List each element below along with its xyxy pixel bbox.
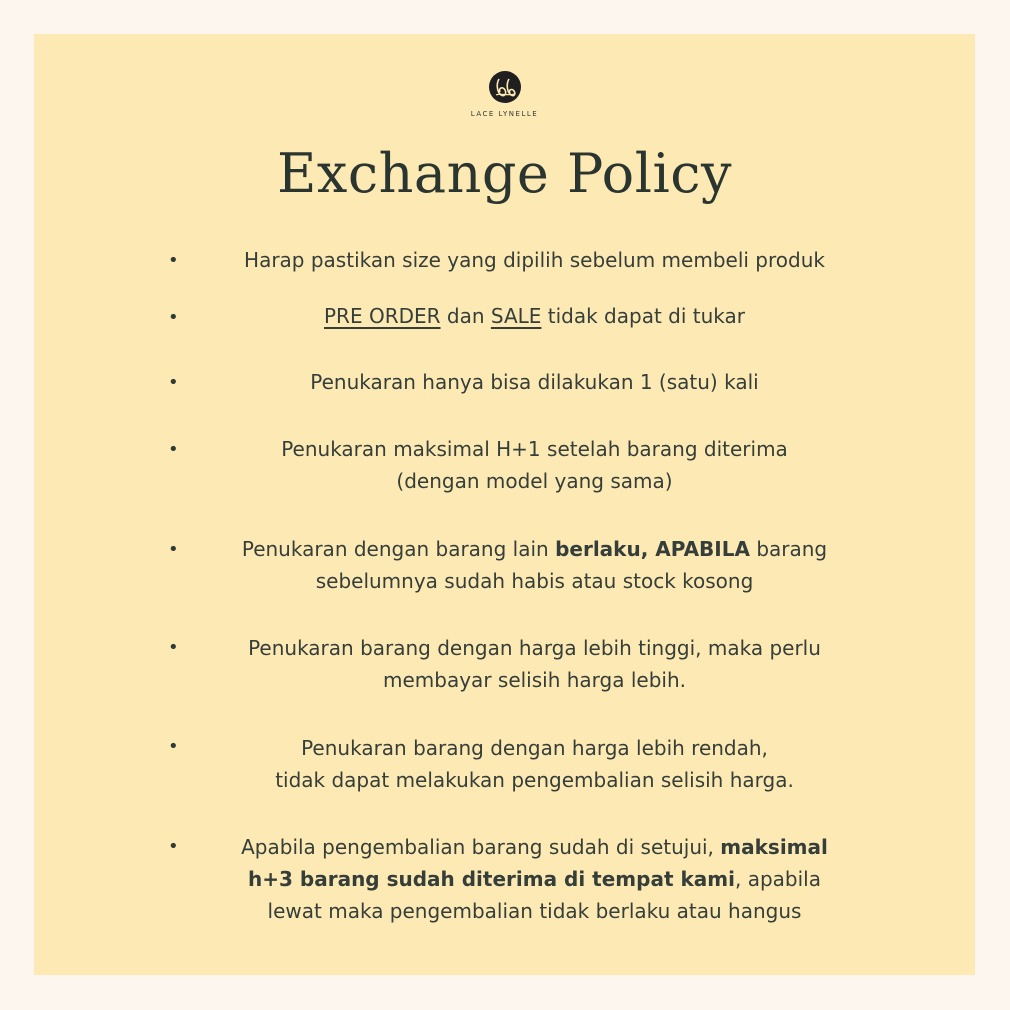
- policy-card: [34, 34, 975, 975]
- sale-text: SALE: [490, 304, 542, 328]
- item-text-bold: h+3 barang sudah diterima di tempat kami: [248, 867, 735, 891]
- policy-item-6: [192, 632, 877, 696]
- bullet-icon: •: [168, 250, 179, 271]
- item-text: membayar selisih harga lebih.: [383, 668, 686, 692]
- bullet-icon: •: [168, 307, 179, 328]
- policy-item-7: [192, 732, 877, 796]
- item-text: Apabila pengembalian barang sudah di setujui,: [241, 835, 721, 859]
- policy-item-4: [192, 433, 877, 497]
- item-text: Penukaran maksimal H+1 setelah barang diterima: [281, 437, 788, 461]
- bullet-icon: •: [168, 736, 179, 757]
- item-text: lewat maka pengembalian tidak berlaku atau hangus: [267, 899, 802, 923]
- policy-item-3: [192, 366, 877, 398]
- item-text: dan: [440, 304, 491, 328]
- item-text: , apabila: [734, 867, 821, 891]
- bullet-icon: •: [168, 836, 179, 857]
- item-text: Penukaran dengan barang lain: [241, 537, 556, 561]
- item-text-bold: berlaku, APABILA: [555, 537, 750, 561]
- brand-name: LACE LYNELLE: [470, 110, 539, 118]
- item-text: Penukaran barang dengan harga lebih rendah,: [301, 736, 768, 760]
- policy-item-2: [192, 300, 877, 332]
- policy-item-1: [192, 244, 877, 276]
- item-text: Harap pastikan size yang dipilih sebelum membeli produk: [244, 248, 825, 272]
- item-text: (dengan model yang sama): [396, 469, 673, 493]
- bullet-icon: •: [168, 372, 179, 393]
- bullet-icon: •: [168, 637, 179, 658]
- policy-item-8: [192, 831, 877, 927]
- item-text: Penukaran hanya bisa dilakukan 1 (satu) kali: [310, 370, 759, 394]
- page-title: Exchange Policy: [276, 142, 732, 205]
- bullet-icon: •: [168, 539, 179, 560]
- item-text: tidak dapat di tukar: [541, 304, 745, 328]
- monogram-ll-icon: [488, 70, 522, 104]
- item-text-bold: maksimal: [720, 835, 828, 859]
- item-text: Penukaran barang dengan harga lebih tinggi, maka perlu: [248, 636, 821, 660]
- bullet-icon: •: [168, 439, 179, 460]
- pre-order-text: PRE ORDER: [324, 304, 441, 328]
- item-text: barang: [749, 537, 828, 561]
- brand-logo: [460, 70, 550, 118]
- item-text: tidak dapat melakukan pengembalian selisih harga.: [275, 768, 794, 792]
- policy-item-5: [192, 533, 877, 597]
- item-text: sebelumnya sudah habis atau stock kosong: [315, 569, 754, 593]
